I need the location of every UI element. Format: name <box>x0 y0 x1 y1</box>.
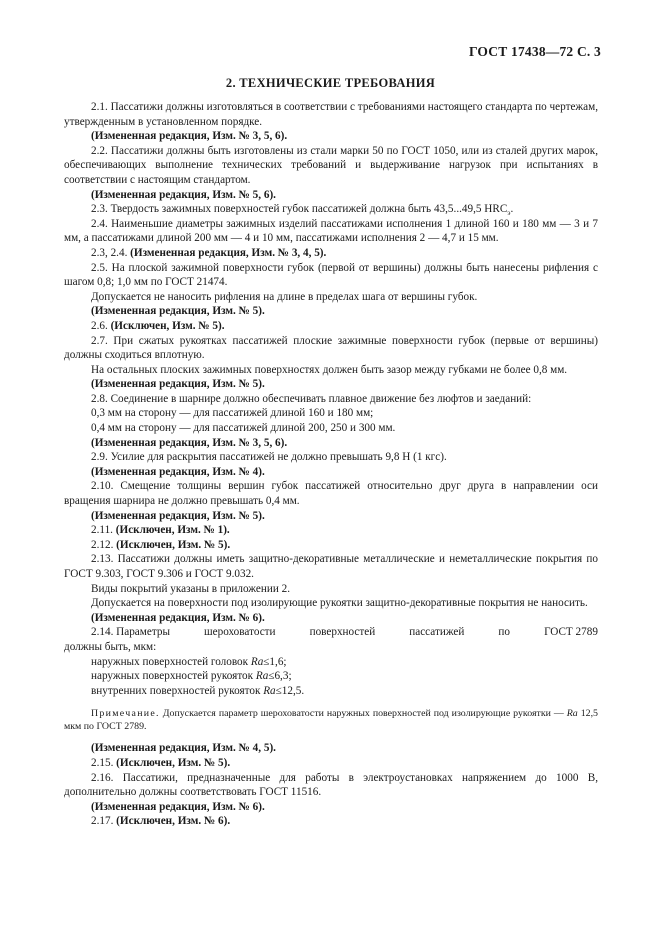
paragraph-2-3-2-4-amendment: 2.3, 2.4. (Измененная редакция, Изм. № 3, 4, 5). <box>91 246 327 259</box>
paragraph-2-14: 2.14. Параметры шероховатости поверхностей пассатижей по ГОСТ 2789 <box>91 626 598 639</box>
amendment-note: (Измененная редакция, Изм. № 3, 5, 6). <box>91 130 288 143</box>
amendment-note: (Измененная редакция, Изм. № 4). <box>91 465 265 478</box>
roughness-item-heads: наружных поверхностей головок Ra≤1,6; <box>91 655 287 668</box>
paragraph-2-13-coatings: Виды покрытий указаны в приложении 2. <box>91 582 290 595</box>
paragraph-2-3: 2.3. Твердость зажимных поверхностей губок пассатижей должна быть 43,5...49,5 $HRC_э$. <box>91 203 514 218</box>
amendment-note: (Измененная редакция, Изм. № 4, 5). <box>91 742 276 755</box>
paragraph-2-4: 2.4. Наименьшие диаметры зажимных изделий пассатижами исполнения 1 длиной 160 и 180 мм — 3 и 7 мм, а пассатижами длиной 200 мм — 4 и 10 мм, пассатижами исполнения 2 — 4,7 и 15 мм. <box>64 217 598 245</box>
paragraph-2-5: 2.5. На плоской зажимной поверхности губок (первой от вершины) должны быть нанесены рифления с шагом 0,8; 1,0 мм по ГОСТ 21474. <box>64 261 598 289</box>
paragraph-2-16: 2.16. Пассатижи, предназначенные для работы в электроустановках напряжением до 1000 В, дополнительно должны соответствовать ГОСТ 11516. <box>64 771 598 799</box>
page-header: ГОСТ 17438—72 С. 3 <box>468 44 601 59</box>
paragraph-2-11: 2.11. (Исключен, Изм. № 1). <box>91 524 230 537</box>
amendment-note: (Измененная редакция, Изм. № 3, 5, 6). <box>91 436 288 449</box>
paragraph-2-2: 2.2. Пассатижи должны быть изготовлены из стали марки 50 по ГОСТ 1050, или из сталей других марок, обеспечивающих выполнение технических требований и выдерживание нагрузок при испытаниях в соответствии с настоящим стандартом. <box>64 144 598 186</box>
amendment-note: (Измененная редакция, Изм. № 6). <box>91 800 265 813</box>
paragraph-2-15: 2.15. (Исключен, Изм. № 5). <box>91 756 231 769</box>
amendment-note: (Измененная редакция, Изм. № 5). <box>91 378 265 391</box>
paragraph-2-8-item-a: 0,3 мм на сторону — для пассатижей длиной 160 и 180 мм; <box>91 407 374 420</box>
paragraph-2-1: 2.1. Пассатижи должны изготовляться в соответствии с требованиями настоящего стандарта по чертежам, утвержденным в установленном порядке. <box>64 101 598 128</box>
roughness-item-handles-outer: наружных поверхностей рукояток Ra≤6,3; <box>91 670 292 683</box>
roughness-item-handles-inner: внутренних поверхностей рукояток Ra≤12,5. <box>91 684 305 697</box>
paragraph-2-9: 2.9. Усилие для раскрытия пассатижей не должно превышать 9,8 Н (1 кгс). <box>91 451 447 464</box>
amendment-note: (Измененная редакция, Изм. № 5). <box>91 305 265 318</box>
document-body <box>64 100 598 829</box>
amendment-note: (Измененная редакция, Изм. № 6). <box>91 611 265 624</box>
paragraph-2-12: 2.12. (Исключен, Изм. № 5). <box>91 538 231 551</box>
amendment-note: (Измененная редакция, Изм. № 5, 6). <box>91 188 276 201</box>
paragraph-2-7-gap: На остальных плоских зажимных поверхностях должен быть зазор между губками не более 0,8 мм. <box>91 363 568 376</box>
paragraph-2-13: 2.13. Пассатижи должны иметь защитно-декоративные металлические и неметаллические покрытия по ГОСТ 9.303, ГОСТ 9.306 и ГОСТ 9.032. <box>64 553 598 580</box>
paragraph-2-10: 2.10. Смещение толщины вершин губок пассатижей относительно друг друга в направлении оси вращения шарнира не должно превышать 0,4 мм. <box>64 480 598 508</box>
paragraph-2-7: 2.7. При сжатых рукоятках пассатижей плоские зажимные поверхности губок (первые от вершины) должны сходиться вплотную. <box>64 334 598 362</box>
paragraph-2-6: 2.6. (Исключен, Изм. № 5). <box>91 319 225 332</box>
paragraph-2-5-allowance: Допускается не наносить рифления на длине в пределах шага от вершины губок. <box>91 290 478 303</box>
note: Примечание. Допускается параметр шероховатости наружных поверхностей под изолирующие рукоятки — Ra 12,5 мкм по ГОСТ 2789. <box>64 708 598 733</box>
paragraph-2-17: 2.17. (Исключен, Изм. № 6). <box>91 815 231 828</box>
paragraph-2-8-item-b: 0,4 мм на сторону — для пассатижей длиной 200, 250 и 300 мм. <box>91 422 396 435</box>
paragraph-2-14-continuation: должны быть, мкм: <box>64 640 157 653</box>
paragraph-2-13-allowance: Допускается на поверхности под изолирующие рукоятки защитно-декоративные покрытия не наносить. <box>91 597 588 610</box>
amendment-note: (Измененная редакция, Изм. № 5). <box>91 509 265 522</box>
section-title: 2. ТЕХНИЧЕСКИЕ ТРЕБОВАНИЯ <box>225 76 436 90</box>
paragraph-2-8: 2.8. Соединение в шарнире должно обеспечивать плавное движение без люфтов и заеданий: <box>91 392 532 405</box>
